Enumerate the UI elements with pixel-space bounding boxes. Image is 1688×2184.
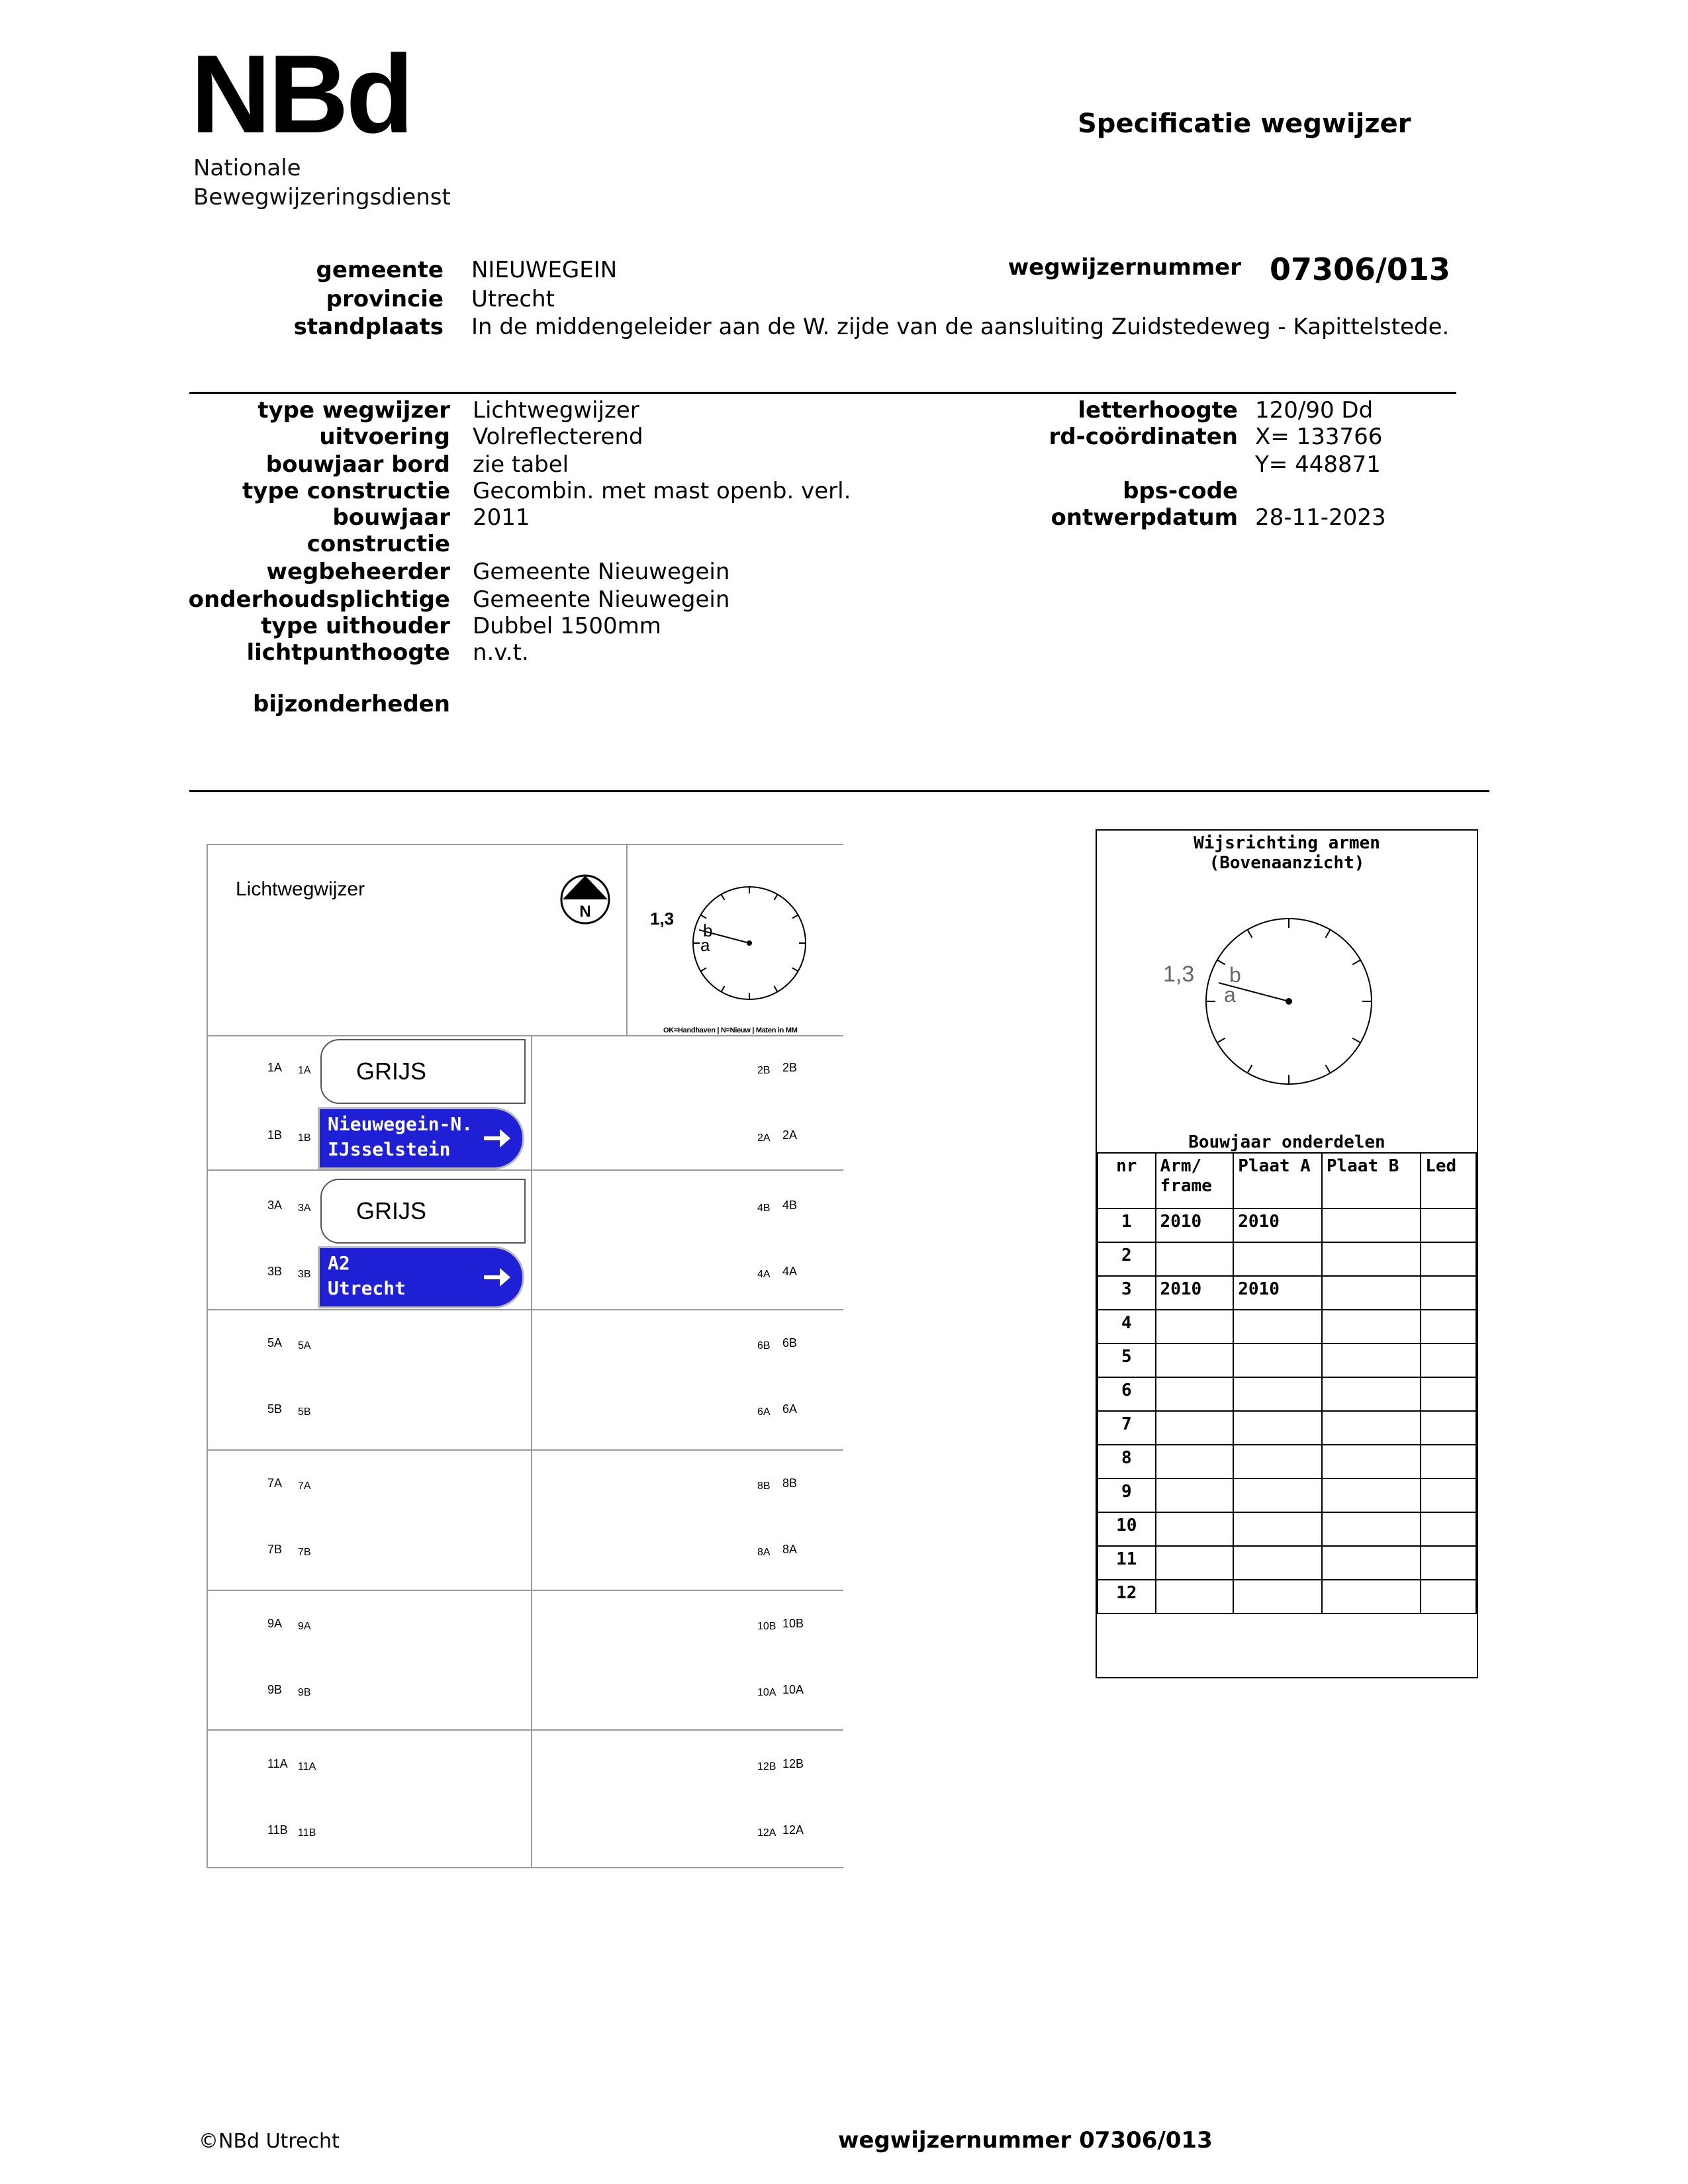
spec-label: bouwjaar bord xyxy=(265,451,450,478)
drawing-legend: OK=Handhaven | N=Nieuw | Maten in MM xyxy=(663,1026,798,1034)
table-cell: 6 xyxy=(1098,1377,1156,1411)
small-dial-b: b xyxy=(703,921,713,940)
spec-label: constructie xyxy=(306,531,450,557)
wegwijzernummer-label: wegwijzernummer xyxy=(1008,254,1241,281)
table-cell xyxy=(1156,1512,1234,1546)
spec-value: Volreflecterend xyxy=(473,424,643,450)
slot-label-right: 10B xyxy=(757,1621,776,1632)
table-cell xyxy=(1421,1445,1476,1479)
spec-value: Dubbel 1500mm xyxy=(473,613,661,639)
table-cell: 8 xyxy=(1098,1445,1156,1479)
sign-1A-grijs: GRIJS xyxy=(320,1039,526,1104)
table-cell xyxy=(1421,1310,1476,1343)
table-row xyxy=(1098,1546,1476,1580)
sign-3B-line1: A2 xyxy=(328,1252,350,1274)
table-cell: 2010 xyxy=(1233,1276,1322,1310)
arms-panel xyxy=(1096,829,1478,1678)
table-cell xyxy=(1233,1343,1322,1377)
arms-title: Wijsrichting armen xyxy=(1194,833,1380,853)
spec-label: type uithouder xyxy=(261,613,450,639)
logo-line-1: Nationale xyxy=(193,155,301,181)
slot-sub-label-left: 7B xyxy=(298,1547,311,1558)
slot-label-left: 11A xyxy=(267,1757,288,1770)
table-cell xyxy=(1156,1310,1234,1343)
table-row xyxy=(1098,1445,1476,1479)
spec-right-label: bps-code xyxy=(1123,478,1238,504)
slot-sub-label-left: 3B xyxy=(298,1269,311,1280)
slot-label-right: 4A xyxy=(757,1269,771,1280)
slot-label-right: 8B xyxy=(757,1480,771,1492)
slot-sub-label-right: 10A xyxy=(782,1683,804,1696)
table-cell xyxy=(1233,1445,1322,1479)
slot-label-left: 3B xyxy=(267,1265,283,1278)
spec-value: zie tabel xyxy=(473,451,569,478)
table-cell xyxy=(1421,1242,1476,1276)
slot-sub-label-left: 9A xyxy=(298,1621,311,1632)
slot-sub-label-left: 3A xyxy=(298,1203,311,1214)
table-row xyxy=(1098,1208,1476,1242)
table-cell xyxy=(1322,1343,1421,1377)
table-row xyxy=(1098,1276,1476,1310)
slot-label-left: 5B xyxy=(267,1402,283,1416)
arrow-right-icon xyxy=(483,1264,512,1291)
sign-1B-line2: IJsselstein xyxy=(328,1138,451,1160)
table-cell: 3 xyxy=(1098,1276,1156,1310)
bouwjaar-table xyxy=(1097,1152,1477,1614)
arm-direction-dial-small xyxy=(643,864,842,1023)
table-cell xyxy=(1322,1445,1421,1479)
table-row xyxy=(1098,1512,1476,1546)
table-cell xyxy=(1156,1343,1234,1377)
table-cell xyxy=(1233,1242,1322,1276)
table-cell xyxy=(1322,1377,1421,1411)
table-cell xyxy=(1421,1546,1476,1580)
arrow-right-icon xyxy=(483,1125,512,1152)
slot-sub-label-right: 4B xyxy=(782,1199,798,1212)
slot-label-left: 11B xyxy=(267,1823,288,1837)
slot-label-left: 1B xyxy=(267,1128,283,1142)
table-cell xyxy=(1421,1208,1476,1242)
table-cell: 2010 xyxy=(1233,1208,1322,1242)
table-cell xyxy=(1322,1580,1421,1614)
spec-right-value: 120/90 Dd xyxy=(1255,397,1374,424)
slot-sub-label-right: 8A xyxy=(782,1543,798,1556)
table-cell xyxy=(1233,1411,1322,1445)
slot-sub-label-right: 10B xyxy=(782,1617,804,1630)
sign-3A-grijs: GRIJS xyxy=(320,1179,526,1244)
slot-label-right: 6A xyxy=(757,1406,771,1418)
table-cell xyxy=(1322,1208,1421,1242)
slot-label-right: 12B xyxy=(757,1761,776,1772)
table-cell xyxy=(1421,1479,1476,1512)
table-cell xyxy=(1322,1512,1421,1546)
slot-sub-label-right: 8B xyxy=(782,1477,798,1490)
spec-value: Gecombin. met mast openb. verl. xyxy=(473,478,851,504)
spec-label: type constructie xyxy=(242,478,450,504)
table-row xyxy=(1098,1479,1476,1512)
table-cell xyxy=(1156,1546,1234,1580)
table-cell xyxy=(1322,1411,1421,1445)
slot-sub-label-right: 4A xyxy=(782,1265,798,1278)
table-cell xyxy=(1421,1343,1476,1377)
table-cell xyxy=(1233,1512,1322,1546)
slot-label-right: 4B xyxy=(757,1203,771,1214)
table-cell: 12 xyxy=(1098,1580,1156,1614)
slot-sub-label-right: 12A xyxy=(782,1823,804,1837)
nbd-logo: NBd xyxy=(191,32,412,156)
table-cell xyxy=(1233,1479,1322,1512)
standplaats-label: standplaats xyxy=(293,314,444,340)
slot-label-right: 2B xyxy=(757,1065,771,1076)
divider-bottom xyxy=(189,790,1489,792)
sign-1B-line1: Nieuwegein-N. xyxy=(328,1113,473,1135)
table-cell: 7 xyxy=(1098,1411,1156,1445)
slot-label-right: 10A xyxy=(757,1687,776,1698)
table-cell xyxy=(1156,1445,1234,1479)
table-cell xyxy=(1156,1479,1234,1512)
arms-subtitle: (Bovenaanzicht) xyxy=(1209,853,1365,873)
table-cell xyxy=(1421,1276,1476,1310)
table-cell xyxy=(1233,1377,1322,1411)
table-cell: 1 xyxy=(1098,1208,1156,1242)
spec-label: type wegwijzer xyxy=(258,397,450,424)
wegwijzernummer-value: 07306/013 xyxy=(1270,251,1450,287)
standplaats-value: In de middengeleider aan de W. zijde van de aansluiting Zuidstedeweg - Kapittelstede. xyxy=(471,314,1450,340)
sign-1B xyxy=(318,1107,524,1169)
spec-right-value: X= 133766 xyxy=(1255,424,1383,450)
table-cell xyxy=(1322,1546,1421,1580)
table-cell xyxy=(1156,1411,1234,1445)
dial-a: a xyxy=(1224,983,1236,1007)
slot-label-left: 9A xyxy=(267,1617,283,1630)
table-cell: 10 xyxy=(1098,1512,1156,1546)
table-cell xyxy=(1322,1310,1421,1343)
table-row xyxy=(1098,1580,1476,1614)
slot-sub-label-left: 11A xyxy=(298,1761,316,1772)
sign-3B-line2: Utrecht xyxy=(328,1277,406,1299)
spec-value: 2011 xyxy=(473,504,530,531)
slot-sub-label-left: 9B xyxy=(298,1687,311,1698)
document-title: Specificatie wegwijzer xyxy=(1078,109,1411,139)
slot-label-left: 7B xyxy=(267,1543,283,1556)
sign-3B xyxy=(318,1246,524,1308)
spec-label: onderhoudsplichtige xyxy=(188,586,450,613)
slot-sub-label-left: 5A xyxy=(298,1340,311,1351)
small-dial-a: a xyxy=(700,935,710,955)
table-header: Led xyxy=(1421,1153,1476,1208)
slot-sub-label-left: 7A xyxy=(298,1480,311,1492)
slot-sub-label-right: 6A xyxy=(782,1402,798,1416)
table-header: nr xyxy=(1098,1153,1156,1208)
table-cell: 5 xyxy=(1098,1343,1156,1377)
spec-label: wegbeheerder xyxy=(266,559,450,585)
table-row xyxy=(1098,1343,1476,1377)
gemeente-value: NIEUWEGEIN xyxy=(471,257,618,283)
slot-label-right: 12A xyxy=(757,1827,776,1839)
table-row xyxy=(1098,1310,1476,1343)
logo-line-2: Bewegwijzeringsdienst xyxy=(193,184,451,210)
spec-label: lichtpunthoogte xyxy=(246,639,450,666)
spec-value: Gemeente Nieuwegein xyxy=(473,586,730,613)
table-cell xyxy=(1156,1580,1234,1614)
spec-value: Lichtwegwijzer xyxy=(473,397,639,424)
spec-right-label: ontwerpdatum xyxy=(1051,504,1238,531)
table-cell: 11 xyxy=(1098,1546,1156,1580)
table-cell xyxy=(1233,1546,1322,1580)
spec-label: uitvoering xyxy=(319,424,450,450)
slot-sub-label-left: 5B xyxy=(298,1406,311,1418)
table-cell: 9 xyxy=(1098,1479,1156,1512)
slot-label-left: 1A xyxy=(267,1061,283,1074)
slot-label-right: 8A xyxy=(757,1547,771,1558)
spec-label: bouwjaar xyxy=(332,504,450,531)
table-cell: 2010 xyxy=(1156,1208,1234,1242)
bouwjaar-title: Bouwjaar onderdelen xyxy=(1188,1132,1385,1152)
slot-label-left: 5A xyxy=(267,1336,283,1349)
divider-top xyxy=(189,392,1456,394)
bijzonderheden-label: bijzonderheden xyxy=(252,691,450,717)
table-cell xyxy=(1421,1411,1476,1445)
small-dial-angle: 1,3 xyxy=(650,909,675,929)
slot-label-left: 9B xyxy=(267,1683,283,1696)
table-row xyxy=(1098,1242,1476,1276)
dial-angle: 1,3 xyxy=(1163,962,1195,987)
slot-sub-label-right: 6B xyxy=(782,1336,798,1349)
table-header: Plaat A xyxy=(1233,1153,1322,1208)
slot-sub-label-left: 1B xyxy=(298,1132,311,1144)
north-arrow-icon xyxy=(559,873,612,926)
spec-right-label: rd-coördinaten xyxy=(1049,424,1238,450)
table-cell xyxy=(1421,1512,1476,1546)
table-header: Plaat B xyxy=(1322,1153,1421,1208)
footer-wegwijzernummer: wegwijzernummer 07306/013 xyxy=(838,2127,1213,2154)
table-row xyxy=(1098,1377,1476,1411)
table-row xyxy=(1098,1411,1476,1445)
slot-sub-label-right: 12B xyxy=(782,1757,804,1770)
table-cell xyxy=(1233,1310,1322,1343)
provincie-label: provincie xyxy=(326,286,444,312)
table-cell xyxy=(1233,1580,1322,1614)
table-cell: 2 xyxy=(1098,1242,1156,1276)
north-label: N xyxy=(579,903,591,921)
drawing-heading: Lichtwegwijzer xyxy=(236,878,365,900)
slot-label-right: 6B xyxy=(757,1340,771,1351)
spec-right-value: Y= 448871 xyxy=(1255,451,1381,478)
table-cell: 2010 xyxy=(1156,1276,1234,1310)
slot-label-left: 3A xyxy=(267,1199,283,1212)
gemeente-label: gemeente xyxy=(316,257,444,283)
slot-label-left: 7A xyxy=(267,1477,283,1490)
slot-sub-label-left: 11B xyxy=(298,1827,316,1839)
spec-right-label: letterhoogte xyxy=(1078,397,1238,424)
slot-sub-label-right: 2A xyxy=(782,1128,798,1142)
table-cell xyxy=(1421,1377,1476,1411)
spec-value: Gemeente Nieuwegein xyxy=(473,559,730,585)
slot-sub-label-left: 1A xyxy=(298,1065,311,1076)
table-cell xyxy=(1156,1242,1234,1276)
table-cell xyxy=(1322,1242,1421,1276)
spec-right-value: 28-11-2023 xyxy=(1255,504,1386,531)
sign-drawing xyxy=(207,844,843,1868)
table-header: Arm/ frame xyxy=(1156,1153,1234,1208)
slot-sub-label-right: 2B xyxy=(782,1061,798,1074)
table-cell: 4 xyxy=(1098,1310,1156,1343)
footer-copyright: ©NBd Utrecht xyxy=(199,2130,340,2153)
provincie-value: Utrecht xyxy=(471,286,555,312)
table-cell xyxy=(1322,1479,1421,1512)
table-cell xyxy=(1421,1580,1476,1614)
table-cell xyxy=(1156,1377,1234,1411)
slot-label-right: 2A xyxy=(757,1132,771,1144)
table-cell xyxy=(1322,1276,1421,1310)
dial-b: b xyxy=(1229,963,1241,987)
spec-value: n.v.t. xyxy=(473,639,529,666)
